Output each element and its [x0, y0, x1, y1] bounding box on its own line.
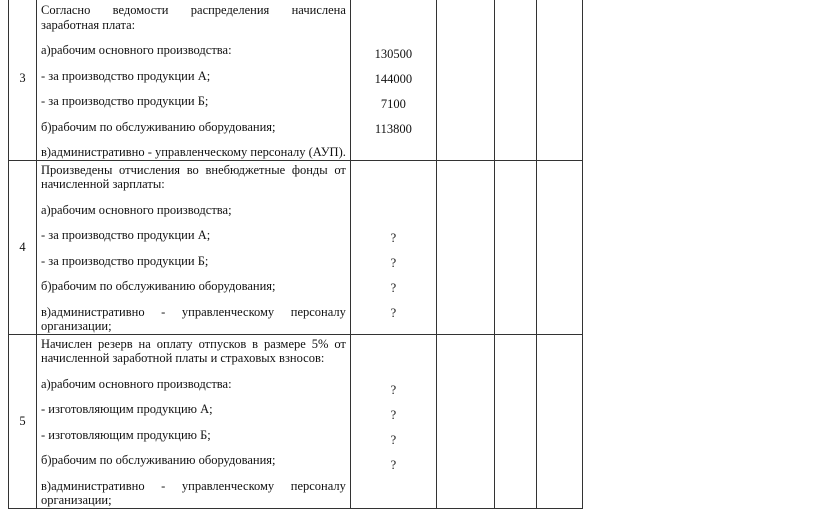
- table-row: [9, 0, 583, 160]
- line-b: б)рабочим по обслуживанию оборудования;: [41, 119, 276, 134]
- row-number: [9, 334, 37, 508]
- amount-value: ?: [390, 305, 397, 320]
- line-c: в)административно - управленческому персоналу организации;: [41, 478, 346, 507]
- table-row: [9, 160, 583, 334]
- line-c: в)административно - управленческому персоналу организации;: [41, 304, 346, 333]
- sum-cell: [536, 160, 582, 334]
- line-b: б)рабочим по обслуживанию оборудования;: [41, 453, 276, 467]
- amount-cell: [350, 0, 436, 160]
- credit-cell: [494, 0, 536, 160]
- amount-cell: [350, 160, 436, 334]
- line-a: а)рабочим основного производства:: [41, 376, 232, 391]
- amount-value: ?: [390, 230, 397, 245]
- row-number: [9, 0, 37, 160]
- line-product-a: - за производство продукции А;: [41, 228, 211, 242]
- amount-value: 7100: [380, 97, 406, 111]
- operation-heading: Произведены отчисления во внебюджетные фонды от начисленной зарплаты:: [41, 162, 346, 191]
- amount-value: 144000: [374, 72, 413, 86]
- line-product-a: - изготовляющим продукцию А;: [41, 402, 213, 416]
- amount-value: ?: [390, 457, 397, 472]
- line-product-a: - за производство продукции А;: [41, 68, 211, 83]
- operation-heading: Согласно ведомости распределения начислена заработная плата:: [41, 3, 346, 32]
- operation-description: [37, 0, 351, 160]
- amount-value: 113800: [374, 122, 412, 136]
- amount-value: ?: [390, 432, 397, 447]
- line-b: б)рабочим по обслуживанию оборудования;: [41, 279, 276, 293]
- table-row: [9, 334, 583, 508]
- credit-cell: [494, 160, 536, 334]
- debit-cell: [436, 0, 494, 160]
- row-number-text: 4: [19, 239, 26, 254]
- amount-value: 130500: [374, 47, 413, 61]
- debit-cell: [436, 160, 494, 334]
- amount-cell: [350, 334, 436, 508]
- row-number-text: 3: [19, 70, 26, 85]
- amount-value: ?: [390, 280, 397, 295]
- operation-description: [37, 334, 351, 508]
- line-product-b: - за производство продукции Б;: [41, 94, 209, 108]
- line-a: а)рабочим основного производства:: [41, 43, 232, 57]
- sum-cell: [536, 0, 582, 160]
- accounting-entries-table: [8, 0, 583, 509]
- amount-value: ?: [390, 255, 397, 270]
- line-product-b: - за производство продукции Б;: [41, 253, 209, 268]
- row-number: [9, 160, 37, 334]
- line-a: а)рабочим основного производства;: [41, 202, 232, 217]
- amount-value: ?: [390, 382, 397, 397]
- amount-value: ?: [390, 407, 397, 422]
- row-number-text: 5: [19, 413, 26, 428]
- sum-cell: [536, 334, 582, 508]
- debit-cell: [436, 334, 494, 508]
- operation-heading: Начислен резерв на оплату отпусков в размере 5% от начисленной заработной платы и страховых взносов:: [41, 336, 346, 365]
- operation-description: [37, 160, 351, 334]
- line-c: в)административно - управленческому персоналу (АУП).: [41, 145, 346, 159]
- credit-cell: [494, 334, 536, 508]
- line-product-b: - изготовляющим продукцию Б;: [41, 427, 211, 442]
